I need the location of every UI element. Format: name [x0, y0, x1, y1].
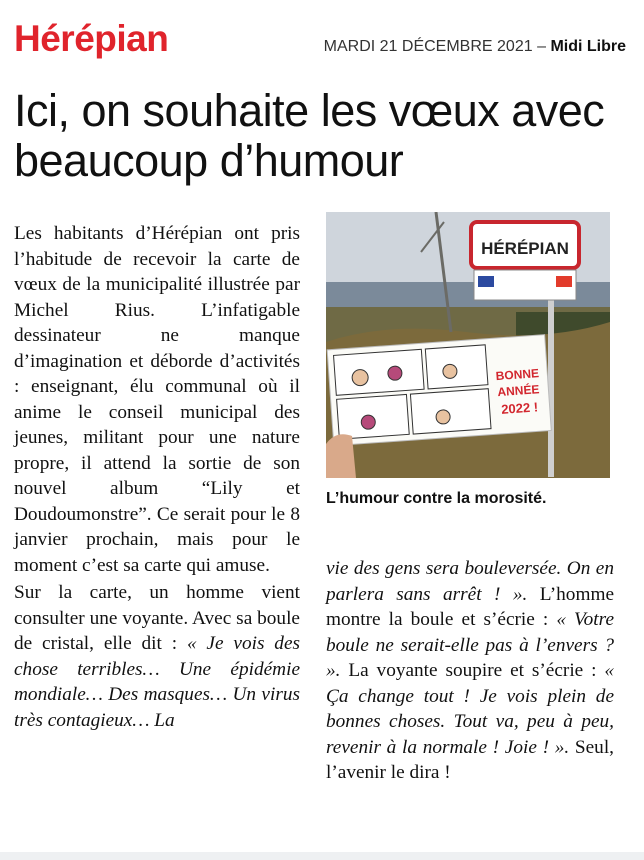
card-text-1: BONNE	[495, 366, 540, 384]
photo-caption: L’humour contre la morosité.	[326, 490, 547, 507]
story-intro: Sur la carte, un homme vient consulter une voyante. Avec sa boule de cristal, elle dit :	[14, 582, 300, 654]
article-column-1	[14, 221, 300, 733]
article-headline: Ici, on souhaite les vœux avec beaucoup d’humour	[14, 85, 605, 186]
quote-part-1: « Je vois des chose terribles… Une épidémie mondiale… Des masques… Un virus très contagieux… La	[14, 633, 301, 731]
card-text-3: 2022 !	[500, 399, 539, 417]
story-conclusion: Seul, l’avenir le dira !	[326, 736, 614, 783]
greeting-card	[327, 335, 551, 446]
dateline-separator: –	[537, 38, 546, 55]
story-fortune-teller-reaction: La voyante soupire et s’écrie :	[348, 660, 597, 681]
photo-illustration	[326, 212, 610, 478]
quote-fortune-teller-1-end: vie des gens sera bouleversée. On en parlera sans arrêt ! ».	[326, 558, 614, 605]
article-column-2	[326, 556, 614, 786]
page-bottom-edge	[0, 852, 644, 860]
newspaper-name: Midi Libre	[550, 38, 626, 55]
paragraph-story	[14, 580, 300, 733]
section-town-name: Hérépian	[14, 18, 169, 59]
story-man-reaction: L’homme montre la boule et s’écrie :	[326, 583, 614, 630]
quote-fortune-teller-2: « Ça change tout ! Je vois plein de bonnes choses. Tout va, peu à peu, revenir à la normale ! Joie ! ».	[326, 660, 614, 758]
paragraph-intro: Les habitants d’Hérépian ont pris l’habitude de recevoir la carte de vœux de la municipalité illustrée par Michel Rius. L’infatigable dessinateur ne manque d’imagination et déborde d’activités : enseignant, élu communal où il anime le conseil municipal des jeunes, militant pour une nature propre, il attend la sortie de son nouvel album “Lily et Doudoumonstre”. Ce serait pour le 8 janvier prochain, mais pour le moment c’est sa carte qui amuse.	[14, 223, 300, 576]
quote-man: « Votre boule ne serait-elle pas à l’envers ? ».	[326, 609, 614, 681]
publication-date: MARDI 21 DÉCEMBRE 2021	[323, 38, 533, 55]
article-photo	[326, 212, 610, 478]
dateline	[324, 38, 626, 56]
paragraph-story-continued	[326, 556, 614, 786]
town-sign-text: HÉRÉPIAN	[481, 239, 569, 258]
card-text-2: ANNÉE	[496, 382, 540, 400]
